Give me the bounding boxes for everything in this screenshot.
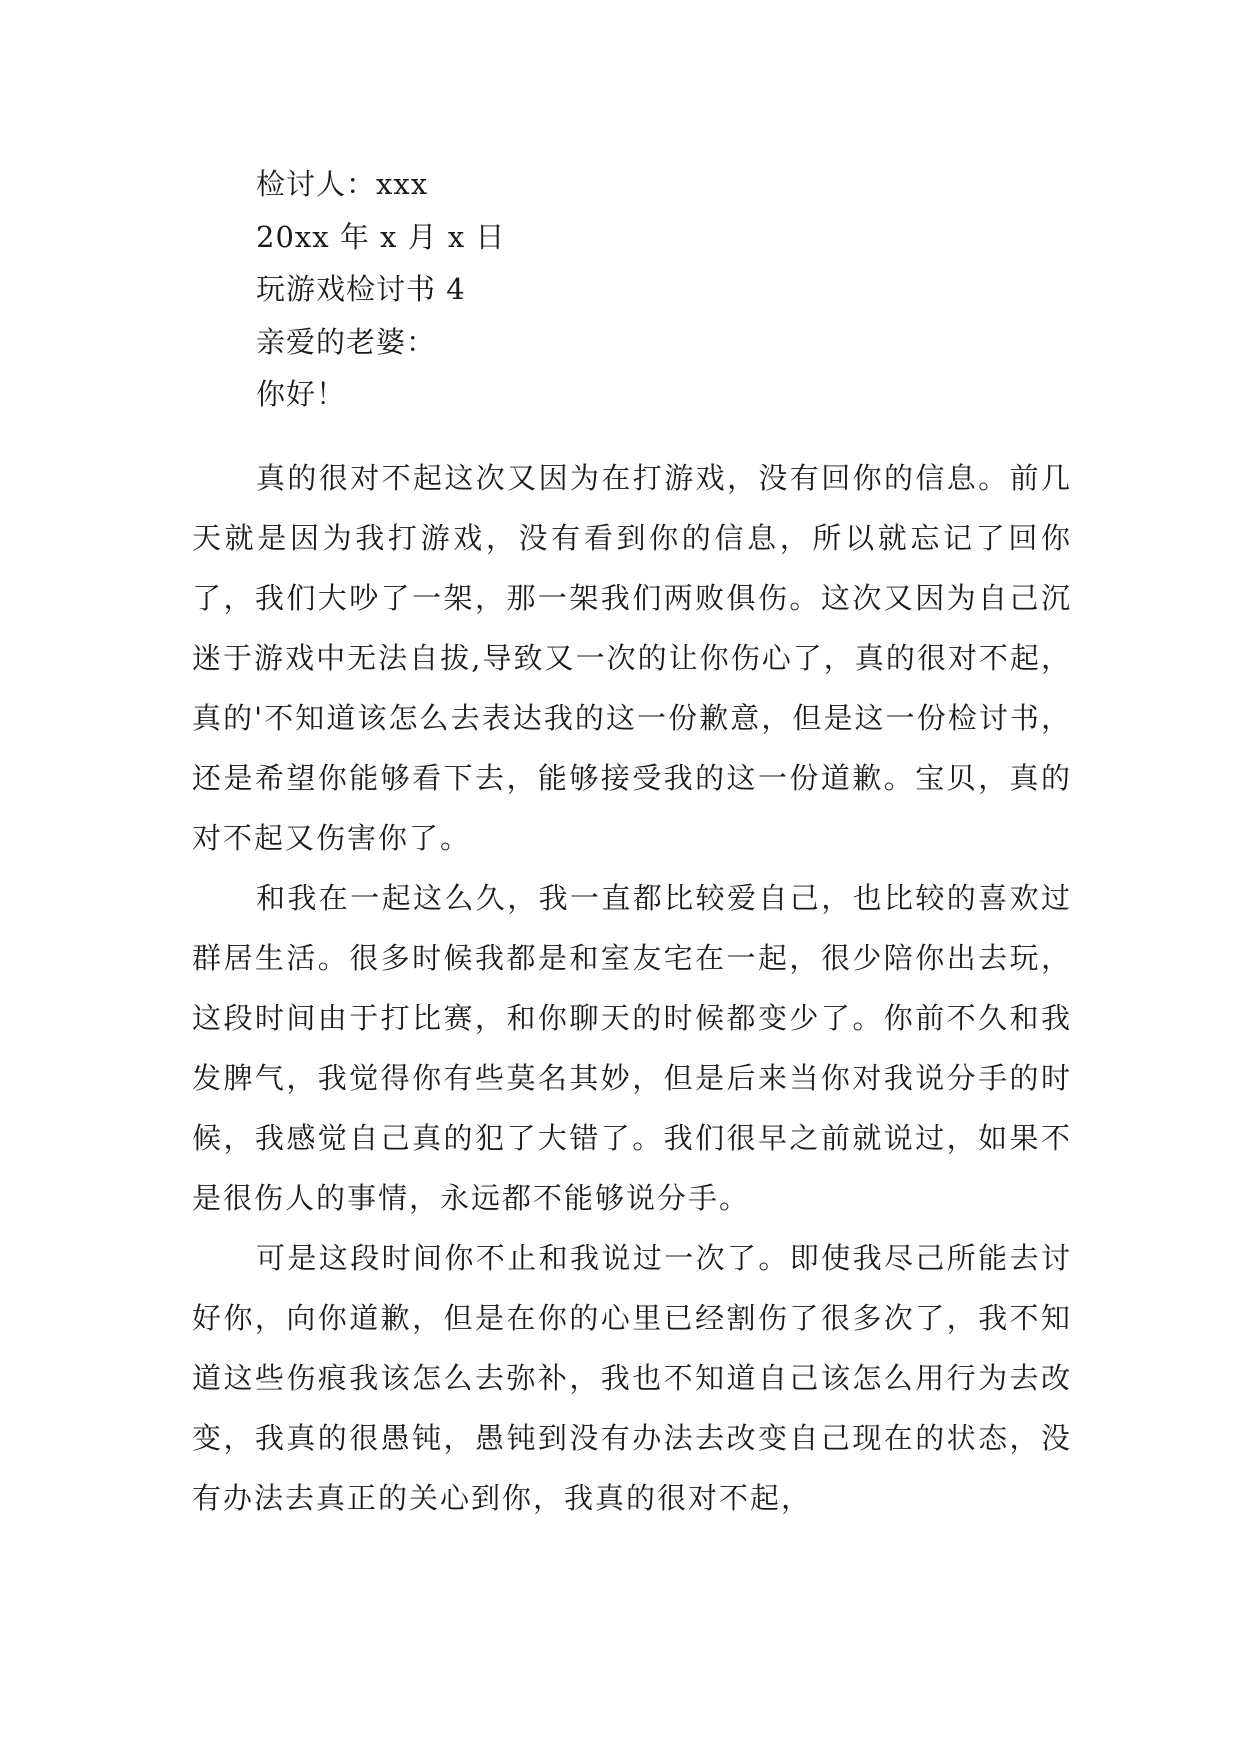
paragraph-2: 和我在一起这么久，我一直都比较爱自己，也比较的喜欢过群居生活。很多时候我都是和室友宅在一起，很少陪你出去玩，这段时间由于打比赛，和你聊天的时候都变少了。你前不久和我发脾气，我觉得你有些莫名其妙，但是后来当你对我说分手的时候，我感觉自己真的犯了大错了。我们很早之前就说过，如果不是很伤人的事情，永远都不能够说分手。 (192, 881, 1072, 1215)
signer-line: 检讨人：xxx (256, 167, 429, 201)
salutation-line: 亲爱的老婆： (256, 324, 437, 359)
paragraph-3: 可是这段时间你不止和我说过一次了。即使我尽己所能去讨好你，向你道歉，但是在你的心里已经割伤了很多次了，我不知道这些伤痕我该怎么去弥补，我也不知道自己该怎么用行为去改变，我真的很愚钝，愚钝到没有办法去改变自己现在的状态，没有办法去真正的关心到你，我真的很对不起， (192, 1241, 1072, 1515)
letter-header (256, 158, 1056, 421)
document-title: 玩游戏检讨书 4 (256, 272, 466, 306)
greeting-line: 你好！ (256, 377, 347, 411)
paragraph-1: 真的很对不起这次又因为在打游戏，没有回你的信息。前几天就是因为我打游戏，没有看到你的信息，所以就忘记了回你了，我们大吵了一架，那一架我们两败俱伤。这次又因为自己沉迷于游戏中无法自拔,导致又一次的让你伤心了，真的很对不起，真的'不知道该怎么去表达我的这一份歉意，但是这一份检讨书，还是希望你能够看下去，能够接受我的这一份道歉。宝贝，真的对不起又伤害你了。 (192, 461, 1072, 855)
date-line: 20xx 年 x 月 x 日 (256, 219, 506, 254)
letter-body (192, 448, 1072, 1528)
